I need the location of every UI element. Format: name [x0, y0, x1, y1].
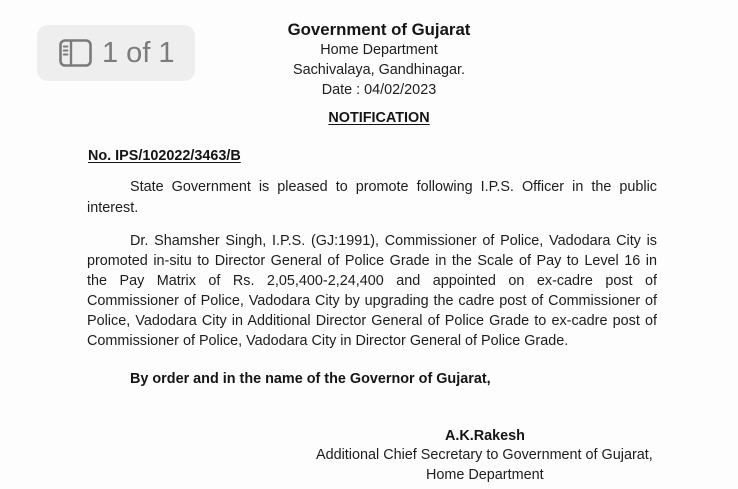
office-address: Sachivalaya, Gandhinagar.	[292, 62, 465, 78]
paragraph-line: Commissioner of Police, Vadodara City by upgrading the cadre post of Commissioner of	[87, 293, 657, 309]
page-count-label: 1 of 1	[102, 37, 175, 69]
notification-heading: NOTIFICATION	[328, 110, 430, 126]
paragraph-line: Dr. Shamsher Singh, I.P.S. (GJ:1991), Commissioner of Police, Vadodara City is	[130, 233, 657, 249]
government-title: Government of Gujarat	[287, 20, 471, 39]
department-name: Home Department	[320, 42, 438, 58]
sidebar-icon	[59, 39, 92, 67]
paragraph-line: promoted in-situ to Director General of Police Grade in the Scale of Pay to Level 16 in	[87, 253, 657, 269]
paragraph-line: the Pay Matrix of Rs. 2,05,400-2,24,400 and appointed on ex-cadre post of	[87, 273, 657, 289]
signatory-department: Home Department	[426, 467, 544, 483]
signatory-name: A.K.Rakesh	[445, 428, 525, 444]
paragraph-line: State Government is pleased to promote following I.P.S. Officer in the public	[130, 179, 657, 195]
paragraph-promotion-details	[87, 231, 657, 351]
letterhead	[229, 20, 529, 100]
closing-statement: By order and in the name of the Governor of Gujarat,	[130, 371, 491, 387]
reference-number: No. IPS/102022/3463/B	[88, 148, 241, 164]
paragraph-line: interest.	[87, 200, 139, 216]
paragraph-line: Police, Vadodara City in Additional Director General of Police Grade to ex-cadre post of	[87, 313, 657, 329]
paragraph-line: Commissioner of Police, Vadodara City in Director General of Police Grade.	[87, 333, 569, 349]
signatory-designation: Additional Chief Secretary to Government of Gujarat,	[316, 447, 653, 463]
notification-date: Date : 04/02/2023	[321, 82, 437, 98]
page-indicator	[37, 25, 195, 81]
paragraph-promotion-intent	[87, 177, 657, 219]
